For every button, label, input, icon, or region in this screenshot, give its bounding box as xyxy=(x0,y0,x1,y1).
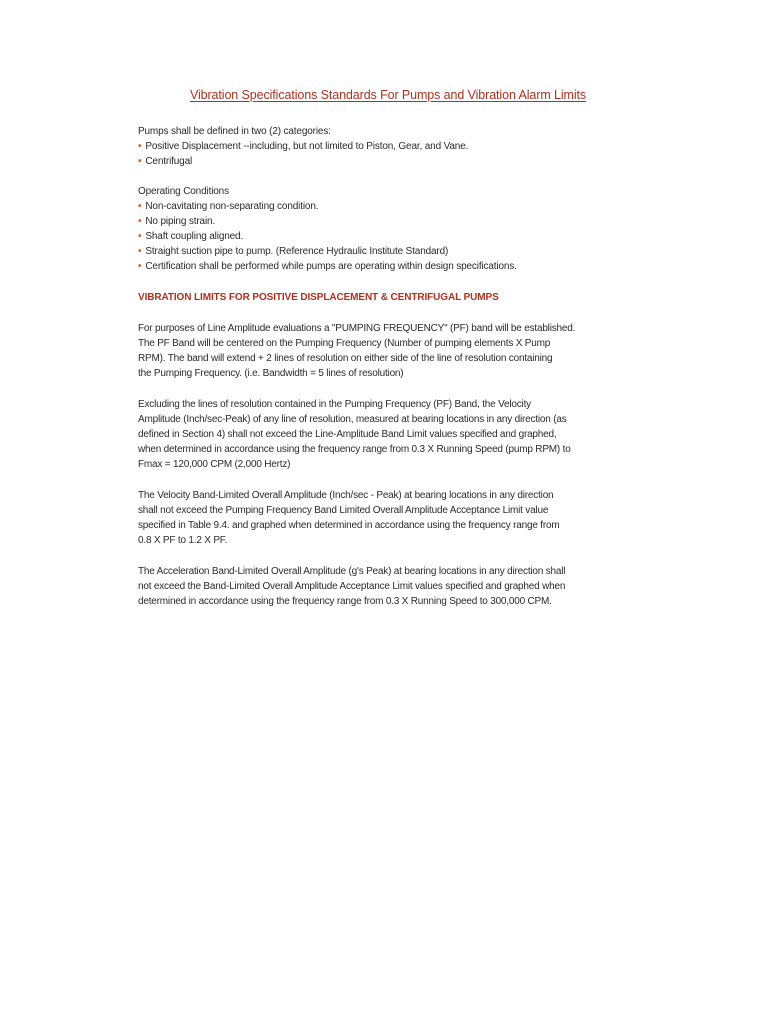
bullet-icon: • xyxy=(138,141,142,152)
section-heading: VIBRATION LIMITS FOR POSITIVE DISPLACEMENT & CENTRIFUGAL PUMPS xyxy=(138,292,499,303)
paragraph-line: Excluding the lines of resolution contained in the Pumping Frequency (PF) Band, the Velocity xyxy=(138,399,531,410)
paragraph-acceleration-band-limited xyxy=(138,564,638,609)
paragraph-line: Amplitude (Inch/sec-Peak) of any line of resolution, measured at bearing locations in any direction (as xyxy=(138,414,567,425)
bullet-icon: • xyxy=(138,216,142,227)
paragraph-line: 0.8 X PF to 1.2 X PF. xyxy=(138,535,228,546)
paragraph-line: when determined in accordance using the frequency range from 0.3 X Running Speed (pump RPM) to xyxy=(138,444,571,455)
paragraph-line: determined in accordance using the frequency range from 0.3 X Running Speed to 300,000 CPM. xyxy=(138,596,552,607)
list-item xyxy=(138,139,638,154)
list-item xyxy=(138,199,638,214)
categories-intro: Pumps shall be defined in two (2) categories: xyxy=(138,126,331,137)
paragraph-line: not exceed the Band-Limited Overall Amplitude Acceptance Limit values specified and graphed when xyxy=(138,581,566,592)
list-item-text: Certification shall be performed while pumps are operating within design specifications. xyxy=(145,261,517,272)
operating-conditions-section xyxy=(138,184,638,274)
operating-conditions-heading: Operating Conditions xyxy=(138,186,229,197)
list-item-text: Shaft coupling aligned. xyxy=(145,231,244,242)
paragraph-line: Fmax = 120,000 CPM (2,000 Hertz) xyxy=(138,459,291,470)
paragraph-line: The PF Band will be centered on the Pumping Frequency (Number of pumping elements X Pump xyxy=(138,338,551,349)
paragraph-pumping-frequency xyxy=(138,321,638,381)
document-title: Vibration Specifications Standards For Pumps and Vibration Alarm Limits xyxy=(189,88,587,102)
list-item-text: Positive Displacement --including, but not limited to Piston, Gear, and Vane. xyxy=(145,141,469,152)
list-item-text: Non-cavitating non-separating condition. xyxy=(145,201,319,212)
paragraph-line: For purposes of Line Amplitude evaluations a "PUMPING FREQUENCY" (PF) band will be established. xyxy=(138,323,576,334)
paragraph-line: shall not exceed the Pumping Frequency Band Limited Overall Amplitude Acceptance Limit value xyxy=(138,505,549,516)
bullet-icon: • xyxy=(138,246,142,257)
list-item-text: No piping strain. xyxy=(145,216,216,227)
list-item xyxy=(138,214,638,229)
list-item xyxy=(138,229,638,244)
document-page xyxy=(138,88,638,609)
list-item xyxy=(138,244,638,259)
list-item-text: Centrifugal xyxy=(145,156,193,167)
list-item-text: Straight suction pipe to pump. (Reference Hydraulic Institute Standard) xyxy=(145,246,449,257)
paragraph-line: the Pumping Frequency. (i.e. Bandwidth = 5 lines of resolution) xyxy=(138,368,404,379)
paragraph-line: RPM). The band will extend + 2 lines of resolution on either side of the line of resolution containing xyxy=(138,353,553,364)
list-item xyxy=(138,154,638,169)
paragraph-velocity-band-limited xyxy=(138,488,638,548)
bullet-icon: • xyxy=(138,261,142,272)
categories-section xyxy=(138,124,638,169)
bullet-icon: • xyxy=(138,201,142,212)
bullet-icon: • xyxy=(138,231,142,242)
list-item xyxy=(138,259,638,274)
paragraph-velocity-amplitude xyxy=(138,397,638,472)
paragraph-line: The Velocity Band-Limited Overall Amplitude (Inch/sec - Peak) at bearing locations in any direction xyxy=(138,490,554,501)
bullet-icon: • xyxy=(138,156,142,167)
paragraph-line: The Acceleration Band-Limited Overall Amplitude (g's Peak) at bearing locations in any direction shall xyxy=(138,566,566,577)
paragraph-line: defined in Section 4) shall not exceed the Line-Amplitude Band Limit values specified and graphed, xyxy=(138,429,557,440)
paragraph-line: specified in Table 9.4. and graphed when determined in accordance using the frequency range from xyxy=(138,520,560,531)
